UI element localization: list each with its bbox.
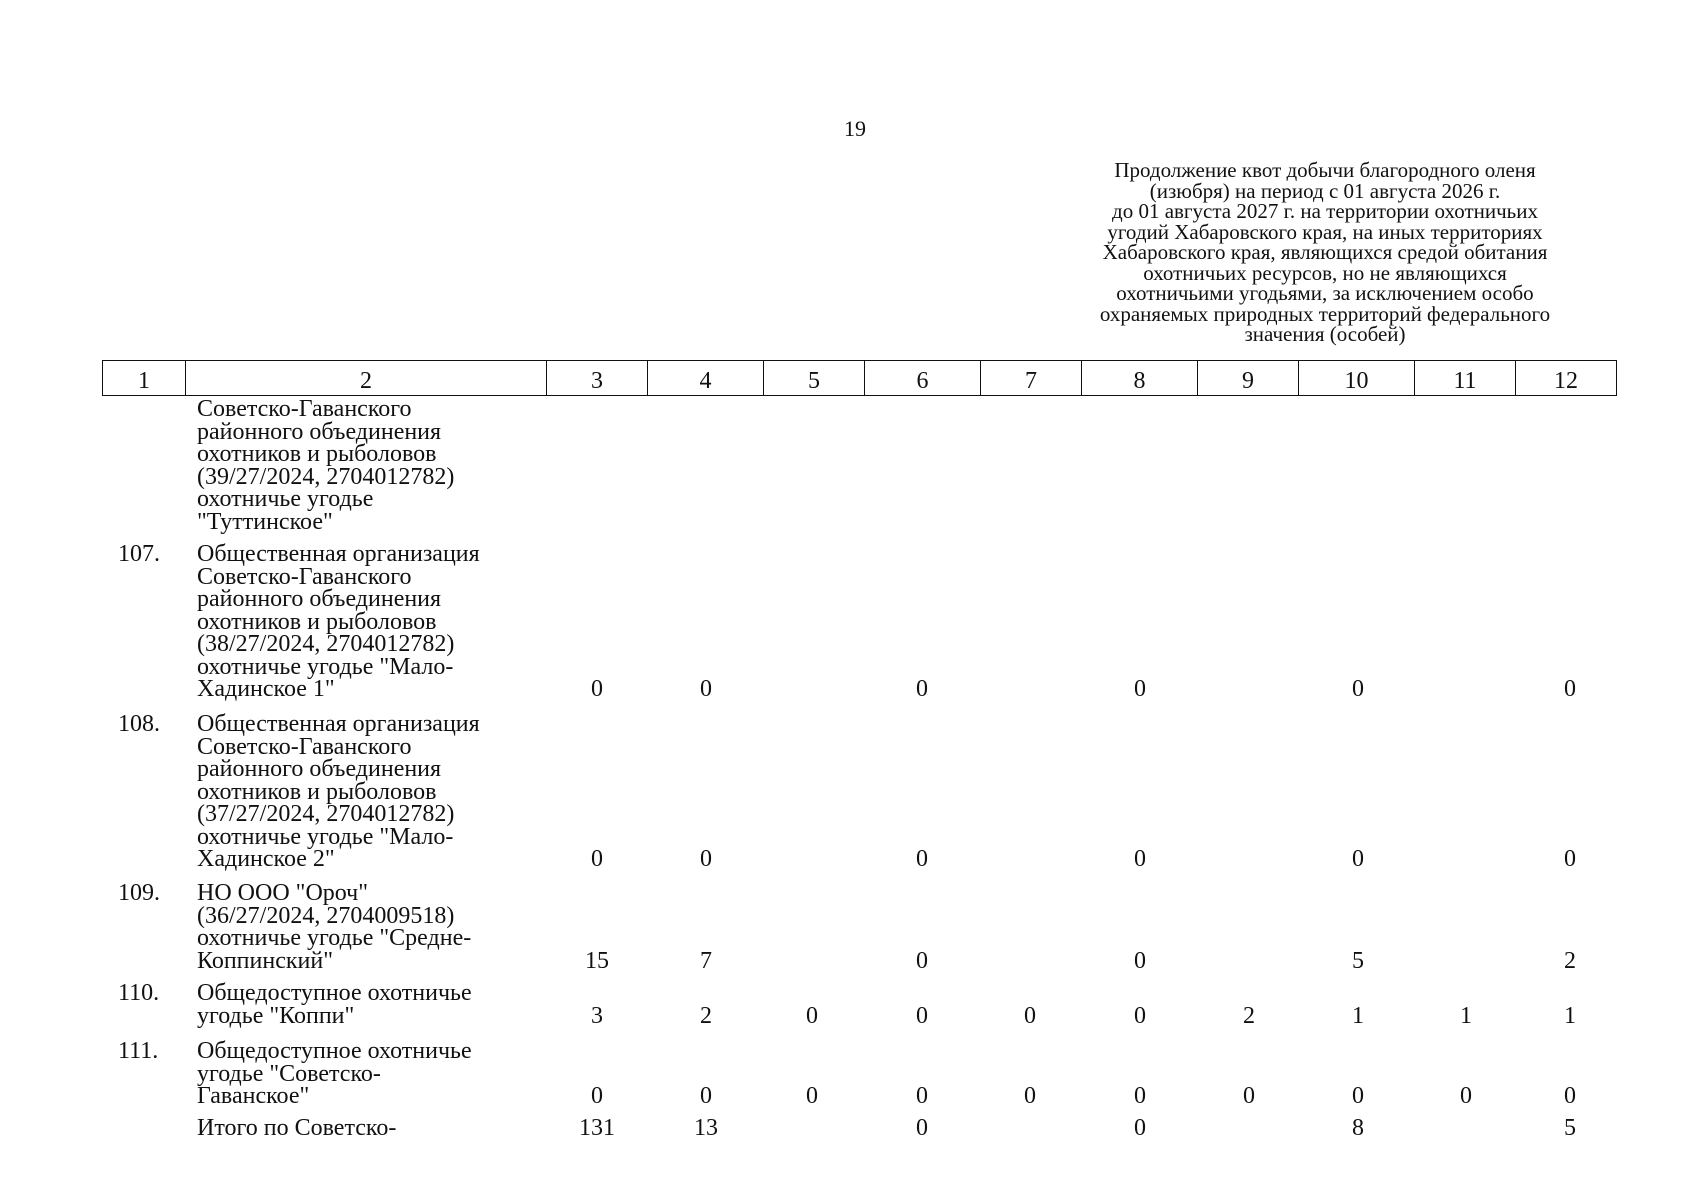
row-name-line: Общественная организация — [197, 541, 480, 567]
cell-value: 8 — [1352, 1115, 1364, 1141]
cell-value: 2 — [700, 1002, 712, 1029]
row-name-line: Хадинское 2" — [197, 846, 335, 872]
cell-value: 0 — [1564, 676, 1576, 702]
row-name-line: Общедоступное охотничье — [197, 980, 472, 1006]
column-header: 7 — [981, 361, 1082, 396]
column-header: 9 — [1198, 361, 1299, 396]
row-name-line: районного объединения — [197, 586, 442, 612]
row-name-line: охотников и рыболовов — [197, 608, 437, 635]
cell-value: 0 — [591, 676, 603, 702]
caption-line: Продолжение квот добычи благородного оленя — [1114, 158, 1536, 182]
cell-value: 0 — [1134, 947, 1146, 974]
row-name-line: (37/27/2024, 2704012782) — [197, 801, 455, 827]
cell-value: 0 — [806, 1002, 818, 1029]
cell-value: 0 — [1024, 1083, 1036, 1109]
caption-line: значения (особей) — [1244, 322, 1406, 346]
caption-line: охраняемых природных территорий федерального — [1099, 301, 1551, 326]
cell-value: 0 — [591, 846, 603, 872]
cell-value: 0 — [806, 1083, 818, 1109]
row-name-line: Советско-Гаванского — [197, 733, 412, 760]
row-name-line: НО ООО "Ороч" — [197, 880, 369, 906]
table-row — [0, 1117, 1698, 1140]
row-name-line: охотников и рыболовов — [197, 441, 437, 467]
table-row — [0, 1040, 1698, 1108]
cell-value: 0 — [1134, 1115, 1146, 1141]
column-header: 12 — [1516, 361, 1617, 396]
row-name-line: районного объединения — [197, 418, 442, 445]
cell-value: 0 — [1134, 676, 1146, 702]
row-name-line: (38/27/2024, 2704012782) — [197, 631, 455, 657]
table-row — [0, 543, 1698, 701]
cell-value: 2 — [1564, 947, 1576, 974]
cell-value: 2 — [1243, 1002, 1255, 1029]
cell-value: 7 — [700, 947, 712, 974]
row-name — [197, 543, 557, 701]
row-name-line: угодье "Советско- — [197, 1060, 381, 1087]
cell-value: 0 — [1134, 1083, 1146, 1109]
column-header: 11 — [1415, 361, 1516, 396]
row-name-line: Общественная организация — [197, 711, 480, 737]
caption-line: охотничьих ресурсов, но не являющихся — [1143, 260, 1507, 285]
row-name — [197, 982, 557, 1027]
table-row — [0, 982, 1698, 1027]
table-caption — [1055, 160, 1595, 345]
row-name-line: охотников и рыболовов — [197, 778, 437, 805]
row-number: 107. — [118, 541, 160, 567]
cell-value: 15 — [585, 947, 609, 974]
row-name-line: Хадинское 1" — [197, 676, 335, 702]
column-header: 5 — [764, 361, 865, 396]
row-name-line: охотничье угодье "Мало- — [197, 653, 454, 680]
cell-value: 13 — [694, 1115, 718, 1141]
row-name-line: Общедоступное охотничье — [197, 1038, 472, 1064]
cell-value: 0 — [1352, 1083, 1364, 1109]
cell-value: 131 — [579, 1115, 615, 1141]
row-name-line: Гаванское" — [197, 1083, 310, 1109]
row-name-line: Коппинский" — [197, 947, 333, 974]
table-row — [0, 882, 1698, 972]
row-number: 110. — [118, 980, 160, 1006]
row-name-line: (39/27/2024, 2704012782) — [197, 463, 455, 490]
cell-value: 0 — [1460, 1083, 1472, 1109]
cell-value: 1 — [1352, 1002, 1364, 1029]
row-name-line: Советско-Гаванского — [197, 396, 412, 422]
caption-line: до 01 августа 2027 г. на территории охотничьих — [1112, 199, 1538, 223]
cell-value: 0 — [916, 1115, 928, 1141]
row-name-line: "Туттинское" — [197, 508, 333, 535]
cell-value: 0 — [1243, 1083, 1255, 1109]
table-row — [0, 713, 1698, 871]
caption-line: (изюбря) на период с 01 августа 2026 г. — [1149, 178, 1501, 203]
cell-value: 5 — [1564, 1115, 1576, 1141]
column-header: 6 — [865, 361, 981, 396]
row-name-line: (36/27/2024, 2704009518) — [197, 902, 455, 929]
row-name-line: охотничье угодье "Средне- — [197, 925, 472, 951]
row-name-line: угодье "Коппи" — [197, 1002, 355, 1029]
row-name — [197, 1117, 557, 1140]
column-header: 10 — [1299, 361, 1415, 396]
cell-value: 0 — [916, 846, 928, 872]
cell-value: 0 — [1024, 1002, 1036, 1029]
row-number: 108. — [118, 711, 160, 737]
table-row — [0, 398, 1698, 533]
cell-value: 0 — [591, 1083, 603, 1109]
cell-value: 0 — [700, 1083, 712, 1109]
row-number: 109. — [118, 880, 160, 906]
row-name — [197, 882, 557, 972]
column-header: 1 — [103, 361, 186, 396]
cell-value: 0 — [916, 947, 928, 974]
caption-line: угодий Хабаровского края, на иных территориях — [1107, 219, 1543, 244]
cell-value: 3 — [591, 1002, 603, 1029]
caption-line: охотничьими угодьями, за исключением особо — [1116, 281, 1534, 305]
column-number-header — [102, 360, 1617, 396]
row-name-line: районного объединения — [197, 756, 442, 782]
cell-value: 0 — [1352, 846, 1364, 872]
cell-value: 0 — [1134, 846, 1146, 872]
cell-value: 0 — [1564, 846, 1576, 872]
caption-line: Хабаровского края, являющихся средой обитания — [1102, 240, 1548, 264]
cell-value: 0 — [1134, 1002, 1146, 1029]
cell-value: 1 — [1564, 1002, 1576, 1029]
row-name-line: Итого по Советско- — [197, 1115, 397, 1141]
row-name — [197, 713, 557, 871]
cell-value: 0 — [916, 676, 928, 702]
row-name — [197, 1040, 557, 1108]
column-header: 4 — [648, 361, 764, 396]
column-header: 8 — [1082, 361, 1198, 396]
row-name-line: охотничье угодье "Мало- — [197, 823, 454, 850]
row-name-line: охотничье угодье — [197, 486, 374, 512]
cell-value: 0 — [700, 846, 712, 872]
row-number: 111. — [118, 1038, 159, 1064]
cell-value: 0 — [1564, 1083, 1576, 1109]
column-header: 2 — [186, 361, 547, 396]
cell-value: 0 — [700, 676, 712, 702]
cell-value: 5 — [1352, 947, 1364, 974]
cell-value: 0 — [916, 1002, 928, 1029]
row-name-line: Советско-Гаванского — [197, 563, 412, 590]
page-number: 19 — [844, 116, 866, 141]
cell-value: 1 — [1460, 1002, 1472, 1029]
cell-value: 0 — [1352, 676, 1364, 702]
column-header: 3 — [547, 361, 648, 396]
cell-value: 0 — [916, 1083, 928, 1109]
row-name — [197, 398, 557, 533]
